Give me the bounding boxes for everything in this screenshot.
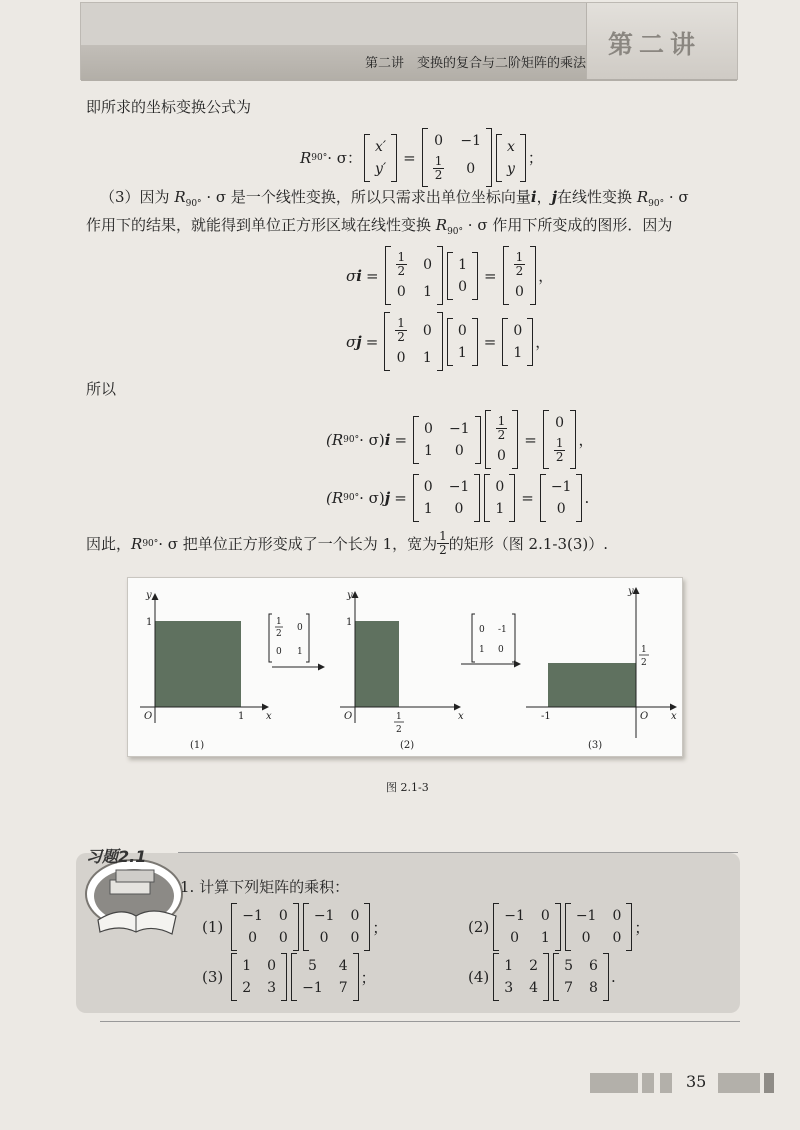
matrix: [231, 903, 299, 951]
panel-label: (2): [400, 740, 415, 751]
text-run: 的矩形（图 2.1-3(3)）.: [448, 534, 609, 553]
matrix-cell: 5: [564, 958, 574, 974]
matrix-cell: 0: [276, 647, 282, 657]
panel-3: [526, 586, 677, 751]
panel-label: (1): [190, 740, 205, 751]
unit-square: [155, 621, 241, 707]
eq-vector: j: [356, 332, 362, 351]
eq-symbol: (R: [326, 489, 344, 507]
fraction: $\frac{1}{2}$: [497, 414, 506, 442]
matrix-cell: 0: [581, 930, 591, 946]
matrix: [496, 134, 526, 182]
eq-vector: i: [356, 266, 362, 285]
matrix-cell: 1: [424, 442, 433, 459]
matrix-cell: x′: [375, 138, 387, 155]
y-axis-label: y: [628, 586, 634, 597]
lecture-tab: [586, 3, 737, 79]
transform-arrow-1: [269, 614, 324, 667]
matrix-cell: 0: [457, 322, 467, 339]
text-run: （3）因为: [100, 188, 175, 206]
exercise-label: (1): [202, 918, 224, 936]
matrix-cell: 3: [504, 980, 514, 996]
matrix: [543, 410, 577, 469]
eq-punct: ；: [634, 918, 650, 937]
text-run: · σ: [664, 188, 689, 206]
subscript: 90°: [142, 538, 159, 549]
svg-text:2: 2: [641, 658, 647, 668]
x-axis-label: x: [266, 711, 272, 722]
fraction: $\frac{1}{2}$: [555, 436, 564, 464]
figure-2-1-3: [127, 577, 683, 757]
matrix-cell: 0: [513, 322, 523, 339]
text-run: · σ 把单位正方形变成了一个长为 1，宽为: [158, 534, 438, 553]
matrix: [493, 953, 549, 1001]
figure-svg: [128, 578, 682, 756]
matrix-cell: 0: [350, 930, 360, 946]
fraction: $\frac{1}{2}$: [397, 316, 405, 344]
footer-bar: [590, 1073, 638, 1093]
matrix-cell: 0: [454, 501, 464, 517]
y-axis-label: y: [146, 590, 152, 601]
matrix-cell: 1: [458, 256, 468, 273]
panel-1: [140, 590, 272, 751]
matrix-cell: 1: [423, 501, 433, 517]
eq-operator: · σ：: [327, 149, 363, 167]
page-header: [80, 2, 738, 80]
so-text: 所以: [86, 380, 117, 398]
matrix-cell: 0: [297, 623, 303, 633]
matrix-cell: 4: [529, 980, 539, 996]
eq-punct: ，: [535, 333, 551, 351]
panel-2: [340, 590, 464, 751]
rotated-rectangle: [548, 663, 636, 707]
equation-sigma-i: σ i = $\frac{1}{2}$ 0 0 1 1 0 = $\frac{1}{2}$ 0 ，: [346, 246, 553, 305]
matrix-cell: 8: [589, 980, 598, 996]
paragraph-3-line1: [100, 186, 689, 215]
scaled-rectangle: [355, 621, 399, 707]
eq-subscript: 90°: [311, 152, 328, 163]
eq-symbol: σ: [346, 266, 357, 285]
x-axis-label: x: [671, 711, 677, 722]
footer-bar: [660, 1073, 672, 1093]
matrix-cell: 0: [278, 930, 288, 946]
matrix-cell: 7: [338, 980, 348, 996]
matrix-cell: 0: [424, 420, 433, 437]
page-number: 35: [686, 1072, 707, 1091]
fraction: $\frac{1}{2}$: [434, 154, 443, 182]
exercise-label: (2): [468, 918, 490, 936]
exercise-1-4: [468, 953, 616, 1001]
matrix-cell: 1: [457, 344, 467, 361]
eq-punct: .: [584, 489, 590, 507]
origin-label: O: [640, 711, 649, 722]
matrix-cell: −1: [504, 908, 525, 924]
matrix-cell: 1: [504, 958, 514, 974]
exercise-bottom-rule: [100, 1021, 740, 1022]
matrix-cell: 3: [267, 980, 277, 996]
matrix-cell: 1: [513, 344, 523, 361]
lecture-tab-label: 第二讲: [607, 30, 701, 59]
eq-subscript: 90°: [343, 493, 360, 503]
svg-text:2: 2: [276, 629, 282, 639]
footer-bar: [764, 1073, 774, 1093]
exercise-label: (4): [468, 968, 490, 986]
text-run: 作用下的结果，就能得到单位正方形区域在线性变换: [86, 216, 436, 234]
svg-text:1: 1: [641, 645, 647, 655]
matrix-cell: y′: [375, 160, 387, 177]
vector-j: j: [551, 188, 558, 206]
matrix: [553, 953, 609, 1001]
panel-label: (3): [588, 740, 603, 751]
matrix-cell: 0: [396, 350, 406, 366]
exercise-badge: [80, 842, 190, 937]
symbol-R: R: [131, 534, 143, 553]
matrix-cell: 0: [350, 908, 360, 924]
matrix: [422, 128, 492, 187]
equation-composite-i: (R 90° · σ) i = 0 −1 1 0 $\frac{1}{2}$ 0 = 0 $\frac{1}{2}$ ，: [326, 410, 593, 469]
matrix: [384, 312, 443, 371]
svg-text:1: 1: [396, 712, 402, 722]
matrix: [503, 246, 537, 305]
subscript: 90°: [447, 227, 464, 237]
matrix: [231, 953, 287, 1001]
matrix-cell: 0: [422, 322, 432, 339]
matrix: [447, 318, 478, 366]
tick-y: 1: [346, 617, 353, 628]
origin-label: O: [144, 711, 153, 722]
matrix: [291, 953, 359, 1001]
eq-vector: j: [384, 489, 391, 507]
eq-symbol: (R: [326, 430, 344, 449]
matrix-cell: 2: [242, 980, 252, 996]
matrix-cell: 0: [396, 284, 406, 300]
matrix-cell: 1: [423, 284, 433, 300]
matrix-cell: −1: [460, 133, 481, 149]
text-run: · σ 是一个线性变换，所以只需求出单位坐标向量: [201, 188, 531, 206]
equation-transform-formula: R 90° · σ： x′ y′ = 0 −1 $\frac{1}{2}$ 0 x y ；: [300, 128, 543, 187]
matrix-cell: 0: [514, 284, 524, 300]
matrix-cell: 0: [454, 442, 464, 459]
paragraph-3-line2: [86, 214, 672, 243]
matrix-cell: 0: [423, 479, 433, 495]
fraction: $\frac{1}{2}$: [515, 250, 524, 278]
matrix-cell: 0: [612, 908, 622, 924]
matrix-cell: 5: [307, 958, 317, 974]
eq-punct: ；: [360, 968, 376, 987]
matrix: [364, 134, 397, 182]
matrix-cell: x: [506, 138, 515, 155]
eq-punct: .: [610, 968, 616, 986]
matrix-cell: 0: [278, 908, 288, 924]
eq-operator: · σ): [359, 430, 385, 449]
tick-x: -1: [541, 711, 551, 722]
matrix-cell: y: [506, 160, 515, 177]
matrix-cell: −1: [550, 479, 572, 495]
matrix-cell: 6: [589, 958, 598, 974]
matrix-cell: 0: [540, 908, 550, 924]
exercise-question-1: 1. 计算下列矩阵的乘积：: [180, 878, 350, 896]
eq-operator: · σ): [359, 489, 385, 507]
equation-sigma-j: σ j = $\frac{1}{2}$ 0 0 1 0 1 = 0 1 ，: [346, 312, 550, 371]
matrix-cell: 1: [479, 645, 485, 655]
matrix: [502, 318, 533, 366]
symbol-R: R: [435, 216, 448, 234]
symbol-R: R: [636, 188, 649, 206]
vector-i: i: [530, 188, 537, 206]
matrix: [413, 474, 481, 522]
matrix-cell: 0: [498, 645, 504, 655]
matrix: [447, 252, 478, 300]
eq-punct: ；: [372, 918, 388, 937]
matrix-cell: 0: [458, 278, 468, 295]
fraction: $\frac{1}{2}$: [439, 529, 447, 557]
matrix-cell: 1: [297, 647, 303, 657]
matrix-cell: 0: [612, 930, 622, 946]
chapter-title: 第二讲 变换的复合与二阶矩阵的乘法: [364, 56, 586, 71]
exercise-1-3: [202, 953, 376, 1001]
matrix-cell: 0: [434, 133, 443, 149]
text-run: 因此，: [86, 534, 132, 553]
matrix-cell: −1: [448, 420, 470, 437]
matrix-cell: 4: [338, 958, 348, 974]
exercise-1-1: [202, 903, 387, 951]
intro-text: 即所求的坐标变换公式为: [86, 98, 252, 116]
matrix: [303, 903, 371, 951]
exercise-1-2: [468, 903, 649, 951]
eq-vector: i: [384, 430, 391, 449]
eq-symbol: R: [300, 148, 312, 167]
footer-bar: [718, 1073, 760, 1093]
eq-punct: ；: [527, 149, 543, 167]
matrix-cell: 0: [479, 625, 485, 635]
eq-subscript: 90°: [343, 434, 360, 445]
matrix-cell: −1: [302, 980, 323, 996]
tick-y: 1: [146, 617, 153, 628]
subscript: 90°: [185, 199, 202, 209]
matrix-cell: −1: [448, 479, 470, 495]
matrix-cell: 0: [496, 448, 506, 464]
exercise-label: (3): [202, 968, 224, 986]
origin-label: O: [344, 711, 353, 722]
matrix-cell: 0: [319, 930, 329, 946]
text-run: · σ 作用下所变成的图形．因为: [463, 216, 673, 234]
matrix-cell: 0: [466, 160, 476, 177]
matrix-cell: 0: [495, 479, 505, 495]
matrix-cell: 2: [529, 958, 539, 974]
matrix: [413, 416, 481, 464]
matrix-cell: 0: [555, 415, 565, 431]
exercise-badge-label: 习题2.1: [86, 847, 147, 866]
y-axis-label: y: [347, 590, 353, 601]
figure-caption: 图 2.1-3: [386, 781, 429, 794]
fraction: $\frac{1}{2}$: [397, 250, 406, 278]
matrix: [540, 474, 583, 522]
text-run: ，: [536, 188, 552, 206]
symbol-R: R: [174, 188, 186, 206]
x-axis-label: x: [458, 711, 464, 722]
matrix-cell: 0: [510, 930, 520, 946]
footer-bar: [642, 1073, 654, 1093]
conclusion-text: [86, 530, 608, 557]
matrix-cell: 1: [242, 958, 252, 974]
matrix-cell: 1: [540, 930, 550, 946]
matrix-cell: 0: [556, 501, 566, 517]
matrix-cell: −1: [313, 908, 335, 924]
svg-text:2: 2: [396, 725, 402, 735]
matrix-cell: 1: [495, 501, 505, 517]
matrix-cell: -1: [498, 625, 507, 635]
transform-arrow-2: [461, 614, 520, 664]
matrix: [484, 474, 515, 522]
matrix-cell: 1: [422, 350, 432, 366]
matrix-cell: 0: [423, 256, 433, 273]
eq-punct: ，: [578, 431, 594, 449]
matrix-cell: 0: [248, 930, 258, 946]
matrix-cell: 7: [564, 980, 574, 996]
tick-x: 1: [238, 711, 245, 722]
svg-text:1: 1: [276, 617, 282, 627]
matrix: [493, 903, 561, 951]
equation-composite-j: (R 90° · σ) j = 0 −1 1 0 0 1 = −1 0 .: [326, 474, 589, 522]
matrix-cell: −1: [242, 908, 263, 924]
eq-symbol: σ: [346, 332, 357, 351]
matrix-cell: 0: [267, 958, 277, 974]
eq-punct: ，: [538, 267, 554, 285]
subscript: 90°: [648, 199, 665, 209]
matrix: [385, 246, 444, 305]
text-run: 在线性变换: [557, 188, 637, 206]
matrix: [565, 903, 633, 951]
matrix: [485, 410, 519, 469]
matrix-cell: −1: [575, 908, 597, 924]
